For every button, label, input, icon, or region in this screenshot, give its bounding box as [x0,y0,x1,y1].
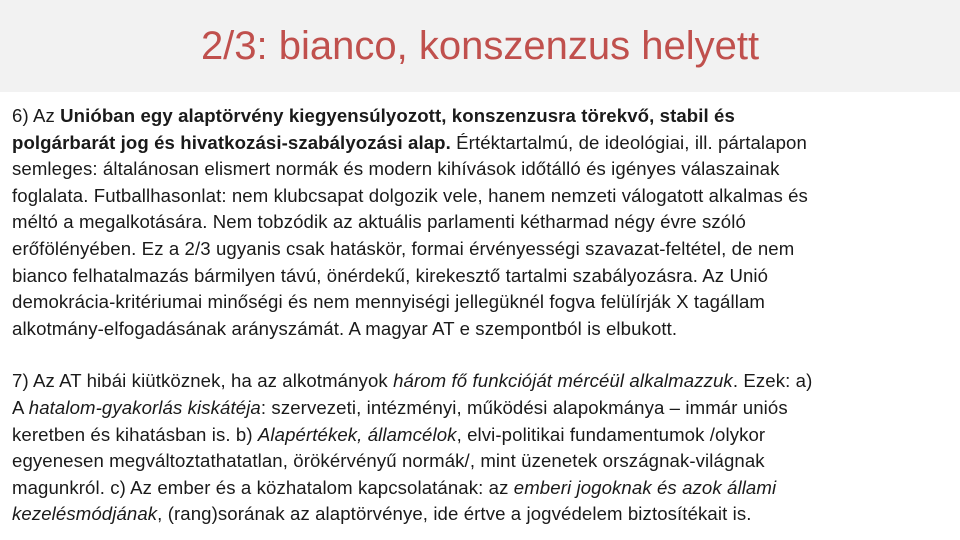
italic-text: kezelésmódjának [12,503,158,525]
text-span: : szervezeti, intézményi, működési alapokmánya – immár uniós [260,396,788,418]
text-span: Értéktartalmú, de ideológiai, ill. pártalapon [450,131,807,153]
paragraph-6 [12,103,952,342]
text-line: semleges: általánosan elismert normák és modern kihívások időtálló és igényes válaszainak [12,158,780,180]
text-span: 6) Az [12,105,61,126]
text-line [12,501,952,528]
paragraph-7 [12,368,952,528]
text-span: , elvi-politikai fundamentumok /olykor [456,423,766,445]
text-span: , (rang)sorának az alaptörvénye, ide értve a jogvédelem biztosítékait is. [157,503,752,525]
text-line: demokrácia-kritériumai minőségi és nem mennyiségi jellegüknél fogva felülírják X tagállam [12,291,765,313]
text-span: keretben és kihatásban is. b) [12,423,258,445]
text-span: magunkról. c) Az ember és a közhatalom kapcsolatának: az [12,476,514,498]
text-line [12,130,952,157]
text-span: 7) Az AT hibái kiütköznek, ha az alkotmányok [12,370,394,392]
italic-text: Alapértékek, államcélok [257,423,457,445]
italic-text: három fő funkcióját mércéül alkalmazzuk [393,370,733,392]
slide-title: 2/3: bianco, konszenzus helyett [200,24,760,68]
text-line: erőfölényében. Ez a 2/3 ugyanis csak hatáskör, formai érvényességi szavazat-feltétel, de nem [12,237,795,259]
text-line [12,368,952,395]
bold-text: polgárbarát jog és hivatkozási-szabályozási alap. [12,131,451,153]
text-line [12,475,952,502]
text-line [12,103,952,130]
text-span: A [12,396,29,418]
text-line: méltó a megalkotására. Nem tobzódik az aktuális parlamenti kétharmad négy évre szóló [12,211,746,233]
italic-text: emberi jogoknak és azok állami [513,476,777,498]
text-line [12,395,952,422]
slide-body [12,103,952,528]
text-line: bianco felhatalmazás bármilyen távú, önérdekű, kirekesztő tartalmi szabályozásra. Az Unió [12,264,769,286]
title-band [0,0,960,92]
text-span: . Ezek: a) [732,370,813,392]
text-line: alkotmány-elfogadásának arányszámát. A magyar AT e szempontból is elbukott. [12,317,678,339]
bold-text: Unióban egy alaptörvény kiegyensúlyozott, konszenzusra törekvő, stabil és [60,105,735,126]
text-line: egyenesen megváltoztathatatlan, örökérvényű normák/, mint üzenetek országnak-világnak [12,450,765,472]
text-line: foglalata. Futballhasonlat: nem klubcsapat dolgozik vele, hanem nemzeti válogatott alkalmas és [12,184,808,206]
italic-text: hatalom-gyakorlás kiskátéja [28,396,261,418]
text-line [12,422,952,449]
